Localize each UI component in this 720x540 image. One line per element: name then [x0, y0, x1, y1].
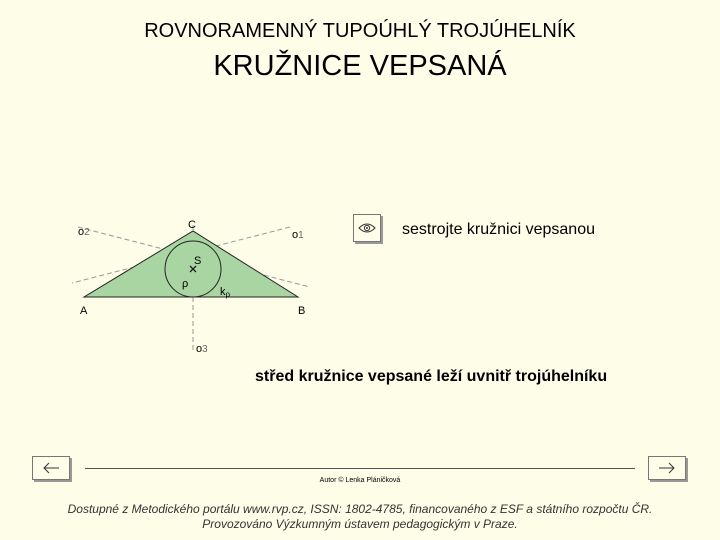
label-k: kρ [220, 286, 231, 299]
label-b: B [298, 305, 306, 317]
label-o3: o3 [196, 343, 208, 355]
title-line-1: ROVNORAMENNÝ TUPOÚHLÝ TROJÚHELNÍK [144, 20, 576, 42]
author-credit: Autor © Lenka Pláničková [319, 477, 401, 484]
source-note [0, 502, 720, 532]
label-o1: o1 [292, 229, 304, 241]
label-a: A [80, 305, 88, 317]
instruction-text: sestrojte kružnici vepsanou [402, 221, 595, 238]
page-title: KRUŽNICE VEPSANÁ [213, 50, 507, 82]
arrow-right-icon [657, 461, 677, 475]
arrow-left-icon [41, 461, 61, 475]
label-o2: o2 [78, 226, 90, 238]
footer-divider [85, 468, 635, 469]
label-s: S [194, 255, 202, 267]
source-line-2: Provozováno Výzkumným ústavem pedagogickým v Praze. [202, 517, 518, 531]
eye-icon [358, 222, 376, 234]
label-rho: ρ [182, 278, 189, 290]
source-line-1: Dostupné z Metodického portálu www.rvp.cz, ISSN: 1802-4785, financovaného z ESF a státního rozpočtu ČR. [67, 502, 653, 516]
show-construction-button[interactable] [353, 214, 381, 242]
triangle-incircle-diagram [60, 205, 320, 365]
statement-text: střed kružnice vepsané leží uvnitř trojúhelníku [255, 368, 608, 385]
label-c: C [188, 219, 196, 231]
